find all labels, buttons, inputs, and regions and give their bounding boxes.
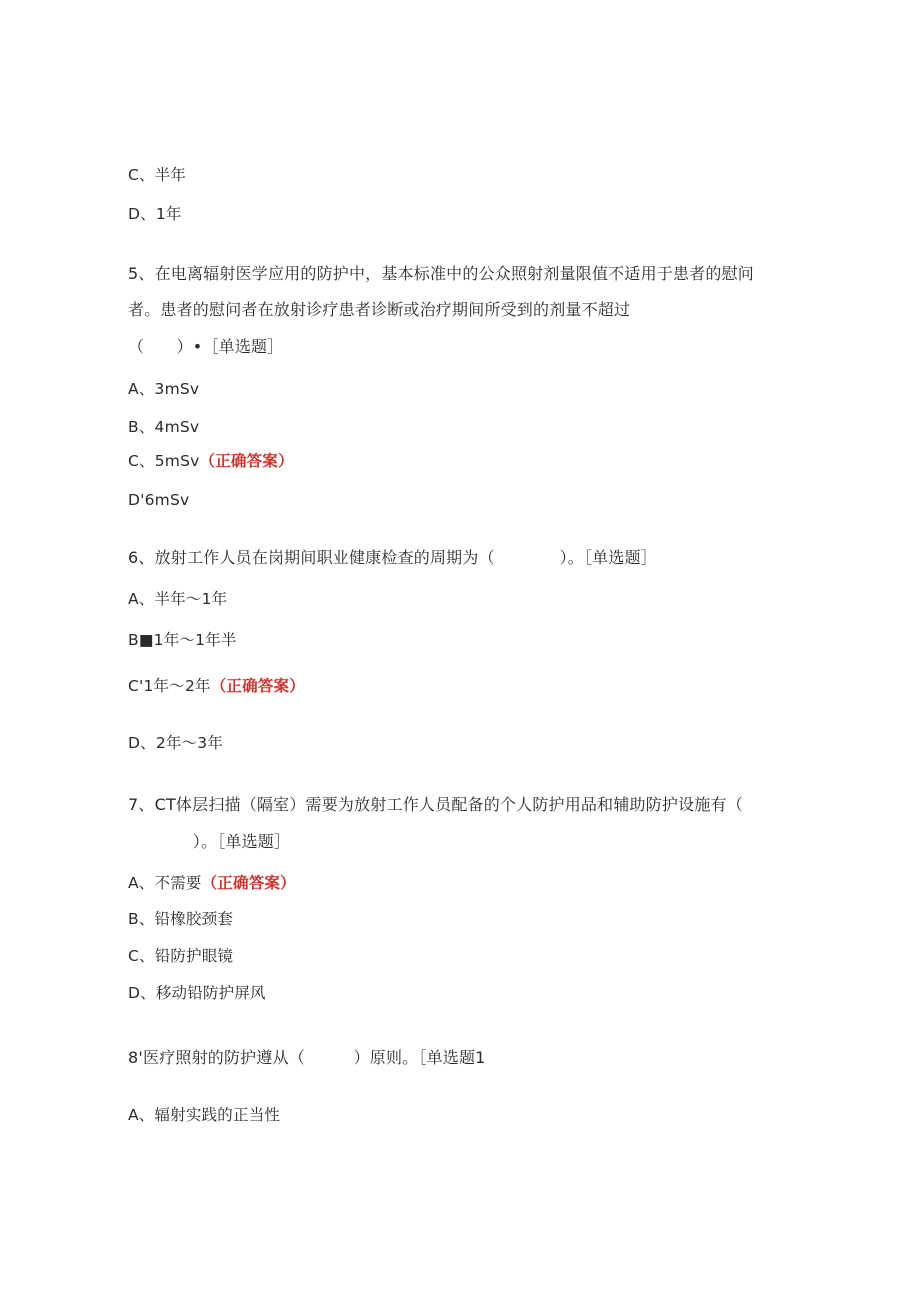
option-a: A、半年～1年 bbox=[128, 590, 228, 608]
correct-answer-mark: （正确答案） bbox=[210, 677, 305, 695]
option-a: A、辐射实践的正当性 bbox=[128, 1106, 281, 1124]
option-c: C、铅防护眼镜 bbox=[128, 947, 234, 965]
option-d: D、2年～3年 bbox=[128, 734, 224, 752]
question-7-stem-line-2: ）。［单选题］ bbox=[128, 832, 291, 851]
option-b: B、铅橡胶颈套 bbox=[128, 910, 234, 928]
correct-answer-mark: （正确答案） bbox=[199, 452, 294, 470]
option-c bbox=[128, 451, 294, 471]
option-b: B、4mSv bbox=[128, 418, 200, 436]
question-5-stem-line-3: （ ）•［单选题］ bbox=[128, 337, 284, 356]
option-c bbox=[128, 676, 305, 696]
option-a: A、3mSv bbox=[128, 380, 200, 398]
option-d: D、移动铅防护屏风 bbox=[128, 984, 266, 1002]
question-8-stem: 8'医疗照射的防护遵从（ ）原则。［单选题1 bbox=[128, 1048, 486, 1067]
question-5-stem-line-1: 5、在电离辐射医学应用的防护中，基本标准中的公众照射剂量限值不适用于患者的慰问 bbox=[128, 264, 754, 283]
option-text: A、不需要 bbox=[128, 874, 202, 892]
option-a bbox=[128, 873, 296, 893]
option-c: C、半年 bbox=[128, 166, 187, 184]
option-d: D'6mSv bbox=[128, 491, 190, 509]
option-d: D、1年 bbox=[128, 205, 182, 223]
option-text: C'1年～2年 bbox=[128, 677, 211, 695]
correct-answer-mark: （正确答案） bbox=[201, 874, 296, 892]
option-b: B■1年～1年半 bbox=[128, 631, 237, 649]
option-text: C、5mSv bbox=[128, 452, 200, 470]
question-5-stem-line-2: 者。患者的慰问者在放射诊疗患者诊断或治疗期间所受到的剂量不超过 bbox=[128, 300, 631, 319]
question-6-stem: 6、放射工作人员在岗期间职业健康检查的周期为（ ）。［单选题］ bbox=[128, 548, 657, 567]
question-7-stem-line-1: 7、CT体层扫描（隔室）需要为放射工作人员配备的个人防护用品和辅助防护设施有（ bbox=[128, 795, 743, 814]
